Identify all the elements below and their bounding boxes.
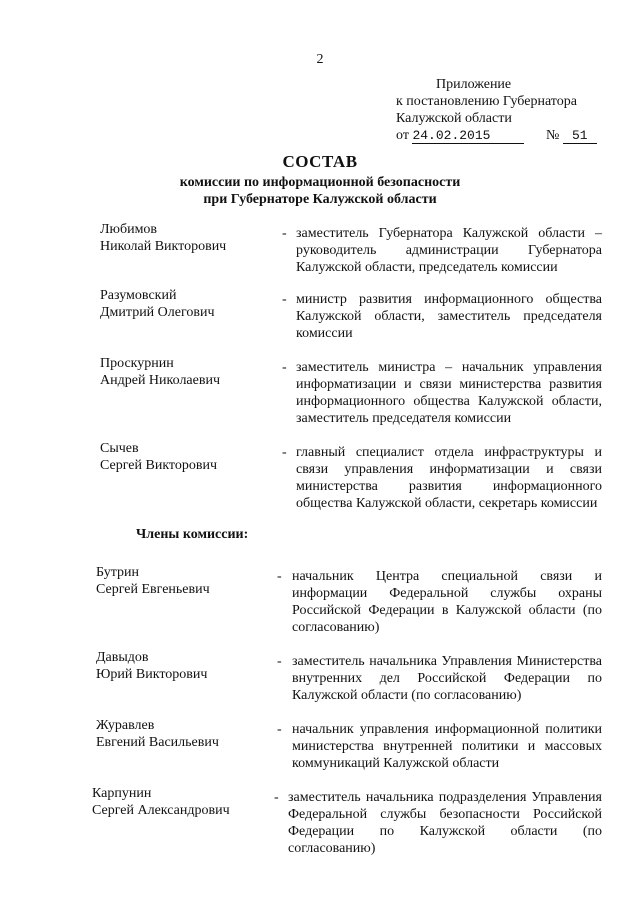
member-given-name: Сергей Викторович <box>100 458 218 473</box>
member-role: заместитель начальника Управления Министерства внутренних дел Российской Федерации по Калужской области (по согласованию) <box>292 654 602 703</box>
member-given-name: Николай Викторович <box>100 239 227 254</box>
member-role: заместитель министра – начальник управления информатизации и связи министерства развития информационного общества Калужской области, заместитель председателя комиссии <box>296 360 602 426</box>
member-dash: - <box>282 360 287 375</box>
document-subtitle-1: комиссии по информационной безопасности <box>179 175 461 190</box>
page-number: 2 <box>316 52 324 67</box>
member-surname: Разумовский <box>100 288 177 303</box>
member-surname: Проскурнин <box>100 356 174 371</box>
appendix-region: Калужской области <box>396 111 512 126</box>
decree-date: 24.02.2015 <box>412 129 524 144</box>
member-surname: Любимов <box>100 222 158 237</box>
appendix-date-line <box>396 127 597 144</box>
member-surname: Журавлев <box>96 718 155 733</box>
member-surname: Давыдов <box>96 650 149 665</box>
date-prefix: от <box>396 128 409 143</box>
member-given-name: Сергей Евгеньевич <box>96 582 210 597</box>
document-title: СОСТАВ <box>282 152 358 171</box>
member-role: заместитель начальника подразделения Управления Федеральной службы безопасности Российской Федерации по Калужской области (по согласованию) <box>288 790 602 856</box>
member-surname: Сычев <box>100 441 139 456</box>
member-dash: - <box>277 569 282 584</box>
member-dash: - <box>282 226 287 241</box>
member-surname: Карпунин <box>92 786 152 801</box>
member-dash: - <box>282 292 287 307</box>
member-dash: - <box>277 722 282 737</box>
member-surname: Бутрин <box>96 565 139 580</box>
member-given-name: Юрий Викторович <box>96 667 208 682</box>
member-dash: - <box>282 445 287 460</box>
member-given-name: Сергей Александрович <box>92 803 230 818</box>
number-prefix: № <box>545 128 560 143</box>
appendix-title: Приложение <box>436 77 512 92</box>
member-given-name: Андрей Николаевич <box>100 373 220 388</box>
member-role: начальник управления информационной политики министерства внутренней политики и массовых коммуникаций Калужской области <box>292 722 602 771</box>
member-dash: - <box>277 654 282 669</box>
member-given-name: Евгений Васильевич <box>96 735 219 750</box>
decree-number: 51 <box>563 129 597 144</box>
members-heading: Члены комиссии: <box>136 527 249 542</box>
appendix-block <box>396 76 597 144</box>
member-dash: - <box>274 790 279 805</box>
appendix-decree-ref: к постановлению Губернатора <box>396 94 577 109</box>
member-role: заместитель Губернатора Калужской области – руководитель администрации Губернатора Калужской области, председатель комиссии <box>296 226 602 275</box>
member-role: главный специалист отдела инфраструктуры и связи управления информатизации и связи министерства развития информационного общества Калужской области, секретарь комиссии <box>296 445 602 511</box>
member-role: министр развития информационного общества Калужской области, заместитель председателя комиссии <box>296 292 602 341</box>
document-subtitle-2: при Губернаторе Калужской области <box>203 192 437 207</box>
member-role: начальник Центра специальной связи и информации Федеральной службы охраны Российской Федерации в Калужской области (по согласованию) <box>292 569 602 635</box>
member-given-name: Дмитрий Олегович <box>100 305 215 320</box>
